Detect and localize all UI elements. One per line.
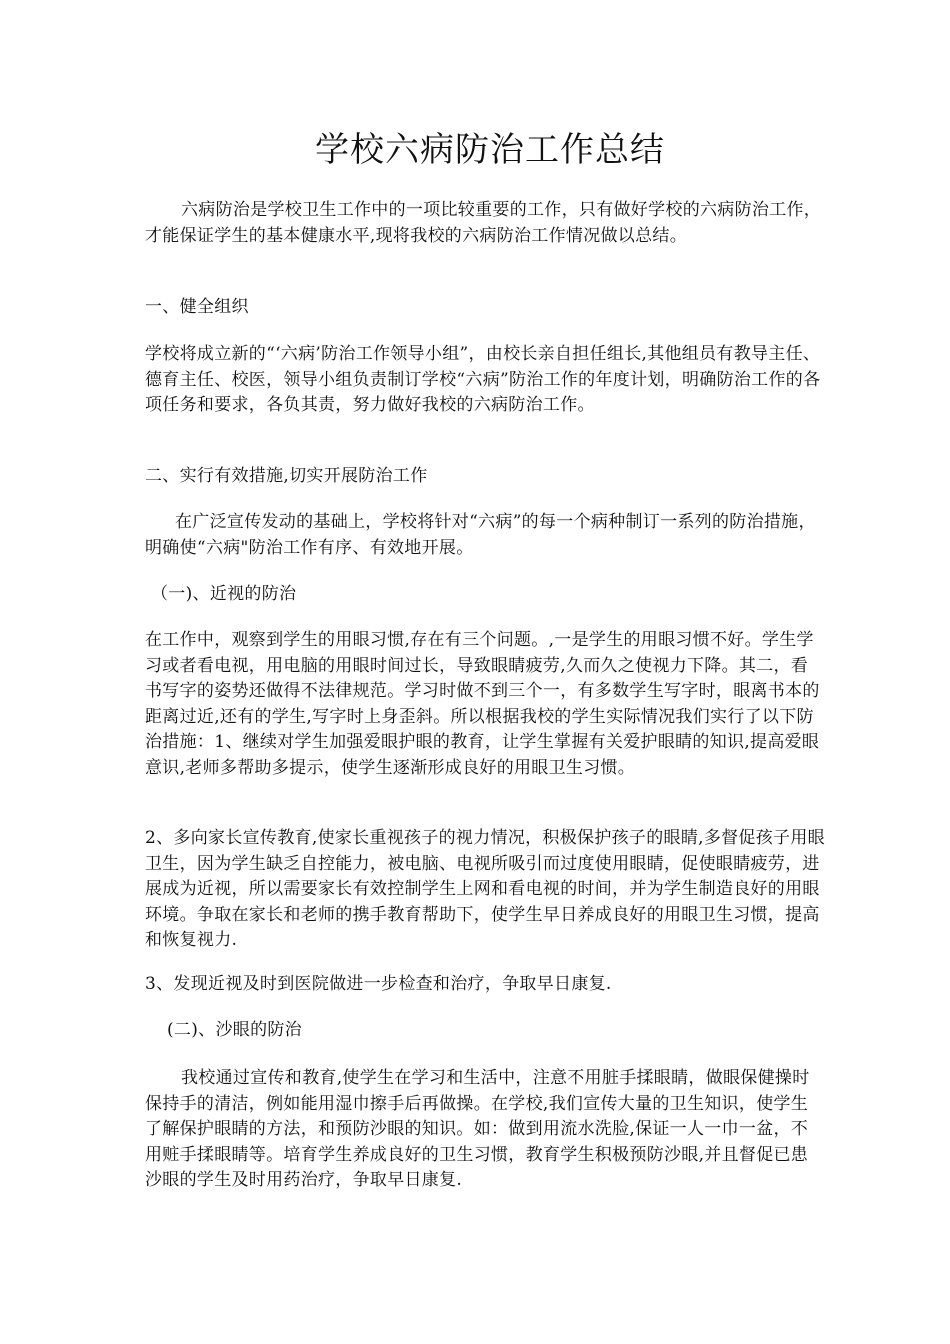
- intro-paragraph: 六病防治是学校卫生工作中的一项比较重要的工作，只有做好学校的六病防治工作，才能保证学生的基本健康水平,现将我校的六病防治工作情况做以总结。: [145, 200, 822, 246]
- section-heading-2: 二、实行有效措施,切实开展防治工作: [145, 466, 428, 486]
- section-1-paragraph: 学校将成立新的“‘六病’防治工作领导小组”，由校长亲自担任组长,其他组员有教导主任、德育主任、校医，领导小组负责制订学校“六病”防治工作的年度计划，明确防治工作的各项任务和要求，各负其责，努力做好我校的六病防治工作。: [145, 344, 821, 415]
- myopia-paragraph-2: 2、多向家长宣传教育,使家长重视孩子的视力情况，积极保护孩子的眼睛,多督促孩子用眼卫生，因为学生缺乏自控能力，被电脑、电视所吸引而过度使用眼睛，促使眼睛疲劳，进展成为近视，所以需要家长有效控制学生上网和看电视的时间，并为学生制造良好的用眼环境。争取在家长和老师的携手教育帮助下，使学生早日养成良好的用眼卫生习惯，提高和恢复视力.: [145, 828, 825, 950]
- section-2-paragraph: 在广泛宣传发动的基础上，学校将针对“六病”的每一个病种制订一系列的防治措施，明确使“六病"防治工作有序、有效地开展。: [145, 512, 816, 558]
- myopia-paragraph-1: 在工作中，观察到学生的用眼习惯,存在有三个问题。,一是学生的用眼习惯不好。学生学习或者看电视，用电脑的用眼时间过长，导致眼睛疲劳,久而久之使视力下降。其二，看书写字的姿势还做得不法律规范。学习时做不到三个一，有多数学生写字时，眼离书本的距离过近,还有的学生,写字时上身歪斜。所以根据我校的学生实际情况我们实行了以下防治措施：1、继续对学生加强爱眼护眼的教育，让学生掌握有关爱护眼睛的知识,提高爱眼意识,老师多帮助多提示，使学生逐渐形成良好的用眼卫生习惯。: [145, 630, 820, 778]
- trachoma-paragraph: 我校通过宣传和教育,使学生在学习和生活中，注意不用脏手揉眼睛，做眼保健操时保持手的清洁，例如能用湿巾擦手后再做操。在学校,我们宣传大量的卫生知识，使学生了解保护眼睛的方法，和预防沙眼的知识。如：做到用流水洗脸,保证一人一巾一盆，不用赃手揉眼睛等。培育学生养成良好的卫生习惯，教育学生积极预防沙眼,并且督促已患沙眼的学生及时用药治疗，争取早日康复.: [145, 1068, 810, 1190]
- section-heading-1: 一、健全组织: [145, 297, 249, 317]
- subsection-heading-2: (二)、沙眼的防治: [167, 1020, 302, 1040]
- myopia-paragraph-3: 3、发现近视及时到医院做进一步检查和治疗，争取早日康复.: [145, 974, 612, 994]
- document-title: 学校六病防治工作总结: [315, 130, 665, 170]
- subsection-heading-1: （一)、近视的防治: [151, 584, 297, 604]
